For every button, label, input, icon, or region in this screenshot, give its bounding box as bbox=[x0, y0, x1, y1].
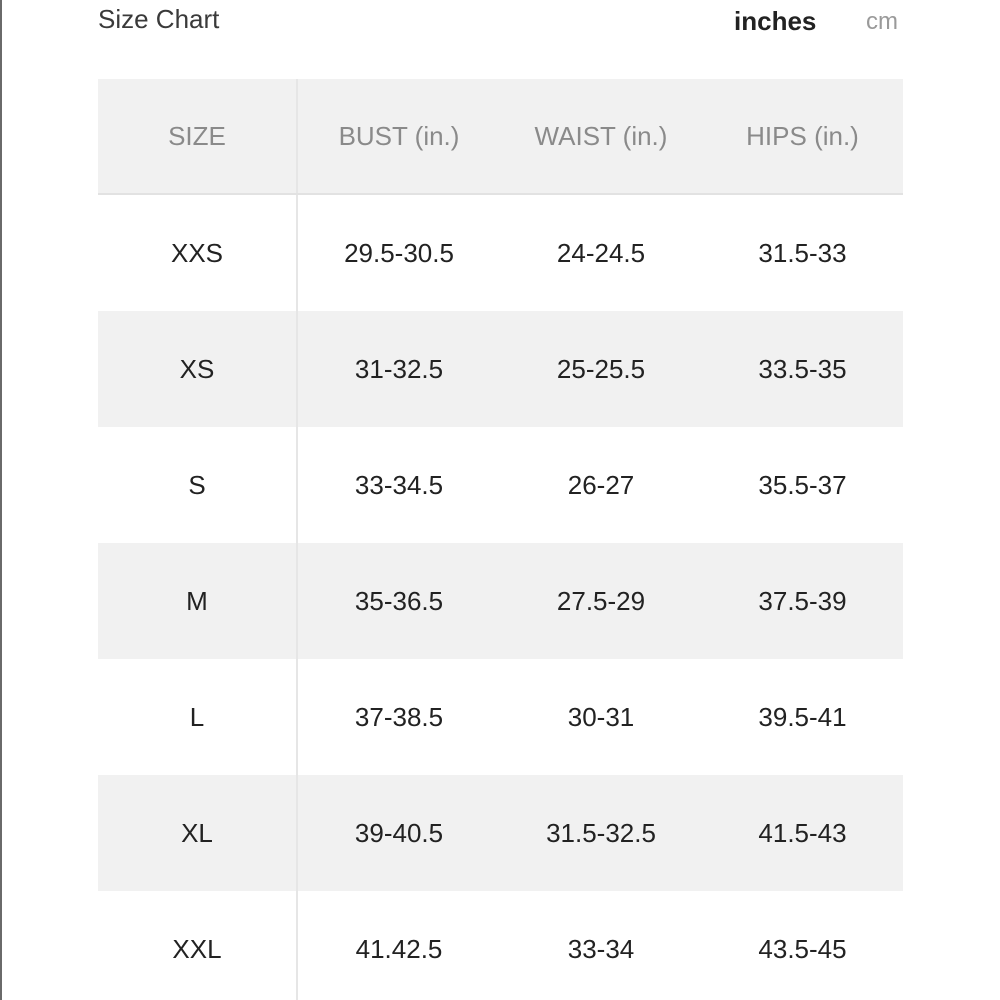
table-row bbox=[98, 543, 903, 659]
unit-toggle-cm[interactable]: cm bbox=[866, 8, 898, 35]
size-cell: XL bbox=[98, 775, 298, 891]
size-cell: M bbox=[98, 543, 298, 659]
table-row bbox=[98, 427, 903, 543]
waist-cell: 33-34 bbox=[567, 933, 635, 964]
table-row bbox=[98, 775, 903, 891]
column-header-waist: WAIST (in.) bbox=[534, 120, 668, 151]
hips-cell: 39.5-41 bbox=[758, 701, 847, 732]
column-header-bust: BUST (in.) bbox=[338, 120, 460, 151]
waist-cell: 27.5-29 bbox=[556, 585, 646, 616]
size-cell: XS bbox=[98, 311, 298, 427]
waist-cell: 26-27 bbox=[567, 469, 635, 500]
bust-cell: 39-40.5 bbox=[354, 817, 444, 848]
column-header-hips: HIPS (in.) bbox=[746, 120, 859, 151]
hips-cell: 33.5-35 bbox=[758, 353, 847, 384]
size-table bbox=[98, 79, 903, 1000]
size-cell: XXS bbox=[98, 195, 298, 311]
waist-cell: 30-31 bbox=[567, 701, 635, 732]
waist-cell: 25-25.5 bbox=[556, 353, 646, 384]
left-divider bbox=[0, 0, 2, 1000]
waist-cell: 31.5-32.5 bbox=[546, 817, 656, 848]
bust-cell: 35-36.5 bbox=[354, 585, 444, 616]
size-cell: XXL bbox=[98, 891, 298, 1000]
table-row bbox=[98, 195, 903, 311]
size-cell: S bbox=[98, 427, 298, 543]
hips-cell: 31.5-33 bbox=[758, 237, 847, 268]
size-cell: L bbox=[98, 659, 298, 775]
table-row bbox=[98, 659, 903, 775]
unit-toggle-inches[interactable]: inches bbox=[734, 6, 817, 36]
bust-cell: 41.42.5 bbox=[355, 933, 443, 964]
hips-cell: 37.5-39 bbox=[758, 585, 847, 616]
table-row bbox=[98, 891, 903, 1000]
table-row bbox=[98, 311, 903, 427]
hips-cell: 43.5-45 bbox=[758, 933, 847, 964]
bust-cell: 33-34.5 bbox=[354, 469, 444, 500]
hips-cell: 35.5-37 bbox=[758, 469, 847, 500]
bust-cell: 37-38.5 bbox=[354, 701, 444, 732]
hips-cell: 41.5-43 bbox=[758, 817, 847, 848]
table-header-row bbox=[98, 79, 903, 195]
bust-cell: 29.5-30.5 bbox=[344, 237, 454, 268]
waist-cell: 24-24.5 bbox=[556, 237, 646, 268]
page-title: Size Chart bbox=[98, 4, 220, 34]
bust-cell: 31-32.5 bbox=[354, 353, 444, 384]
column-header-size: SIZE bbox=[98, 79, 298, 193]
